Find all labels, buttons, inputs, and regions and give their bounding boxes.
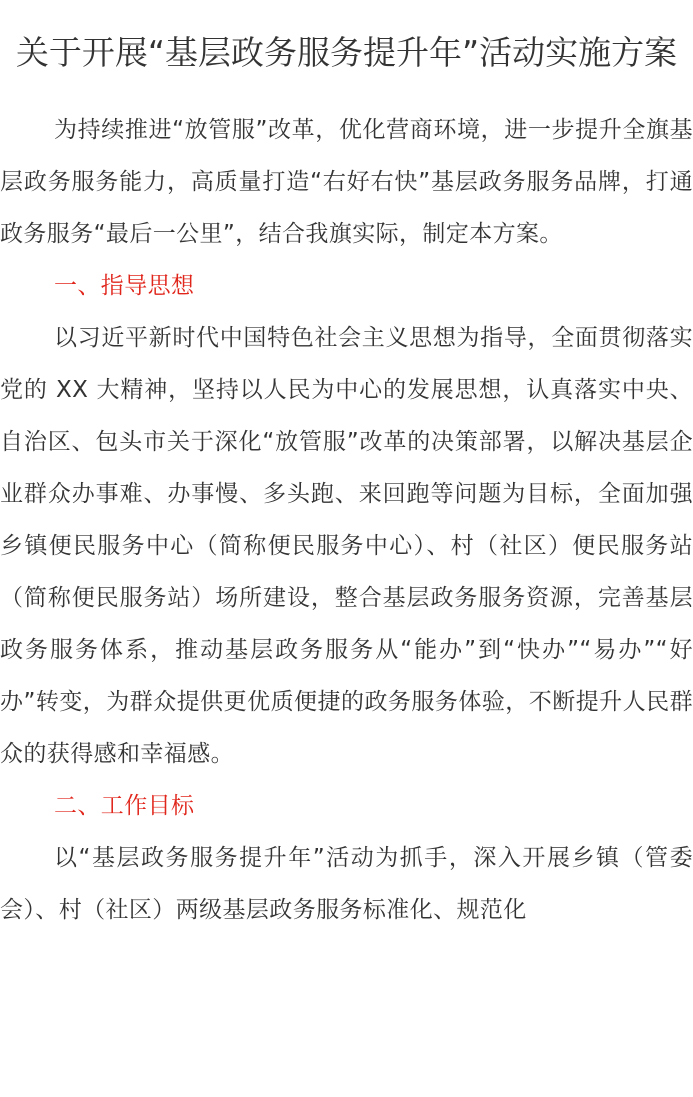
intro-paragraph: 为持续推进“放管服”改革，优化营商环境，进一步提升全旗基层政务服务能力，高质量打造“右好右快”基层政务服务品牌，打通政务服务“最后一公里”，结合我旗实际，制定本方案。 — [0, 117, 693, 247]
section-body-work-goals: 以“基层政务服务提升年”活动为抓手，深入开展乡镇（管委会）、村（社区）两级基层政务服务标准化、规范化 — [0, 845, 693, 923]
document-title: 关于开展“基层政务服务提升年”活动实施方案 — [15, 33, 678, 72]
section-heading-guiding-ideology: 一、指导思想 — [54, 273, 195, 299]
section-body-guiding-ideology: 以习近平新时代中国特色社会主义思想为指导，全面贯彻落实党的 XX 大精神，坚持以人民为中心的发展思想，认真落实中央、自治区、包头市关于深化“放管服”改革的决策部署，以解决基层企业群众办事难、办事慢、多头跑、来回跑等问题为目标，全面加强乡镇便民服务中心（简称便民服务中心）、村（社区）便民服务站（简称便民服务站）场所建设，整合基层政务服务资源，完善基层政务服务体系，推动基层政务服务从“能办”到“快办”“易办”“好办”转变，为群众提供更优质便捷的政务服务体验，不断提升人民群众的获得感和幸福感。 — [0, 325, 693, 767]
section-heading-work-goals: 二、工作目标 — [54, 793, 195, 819]
